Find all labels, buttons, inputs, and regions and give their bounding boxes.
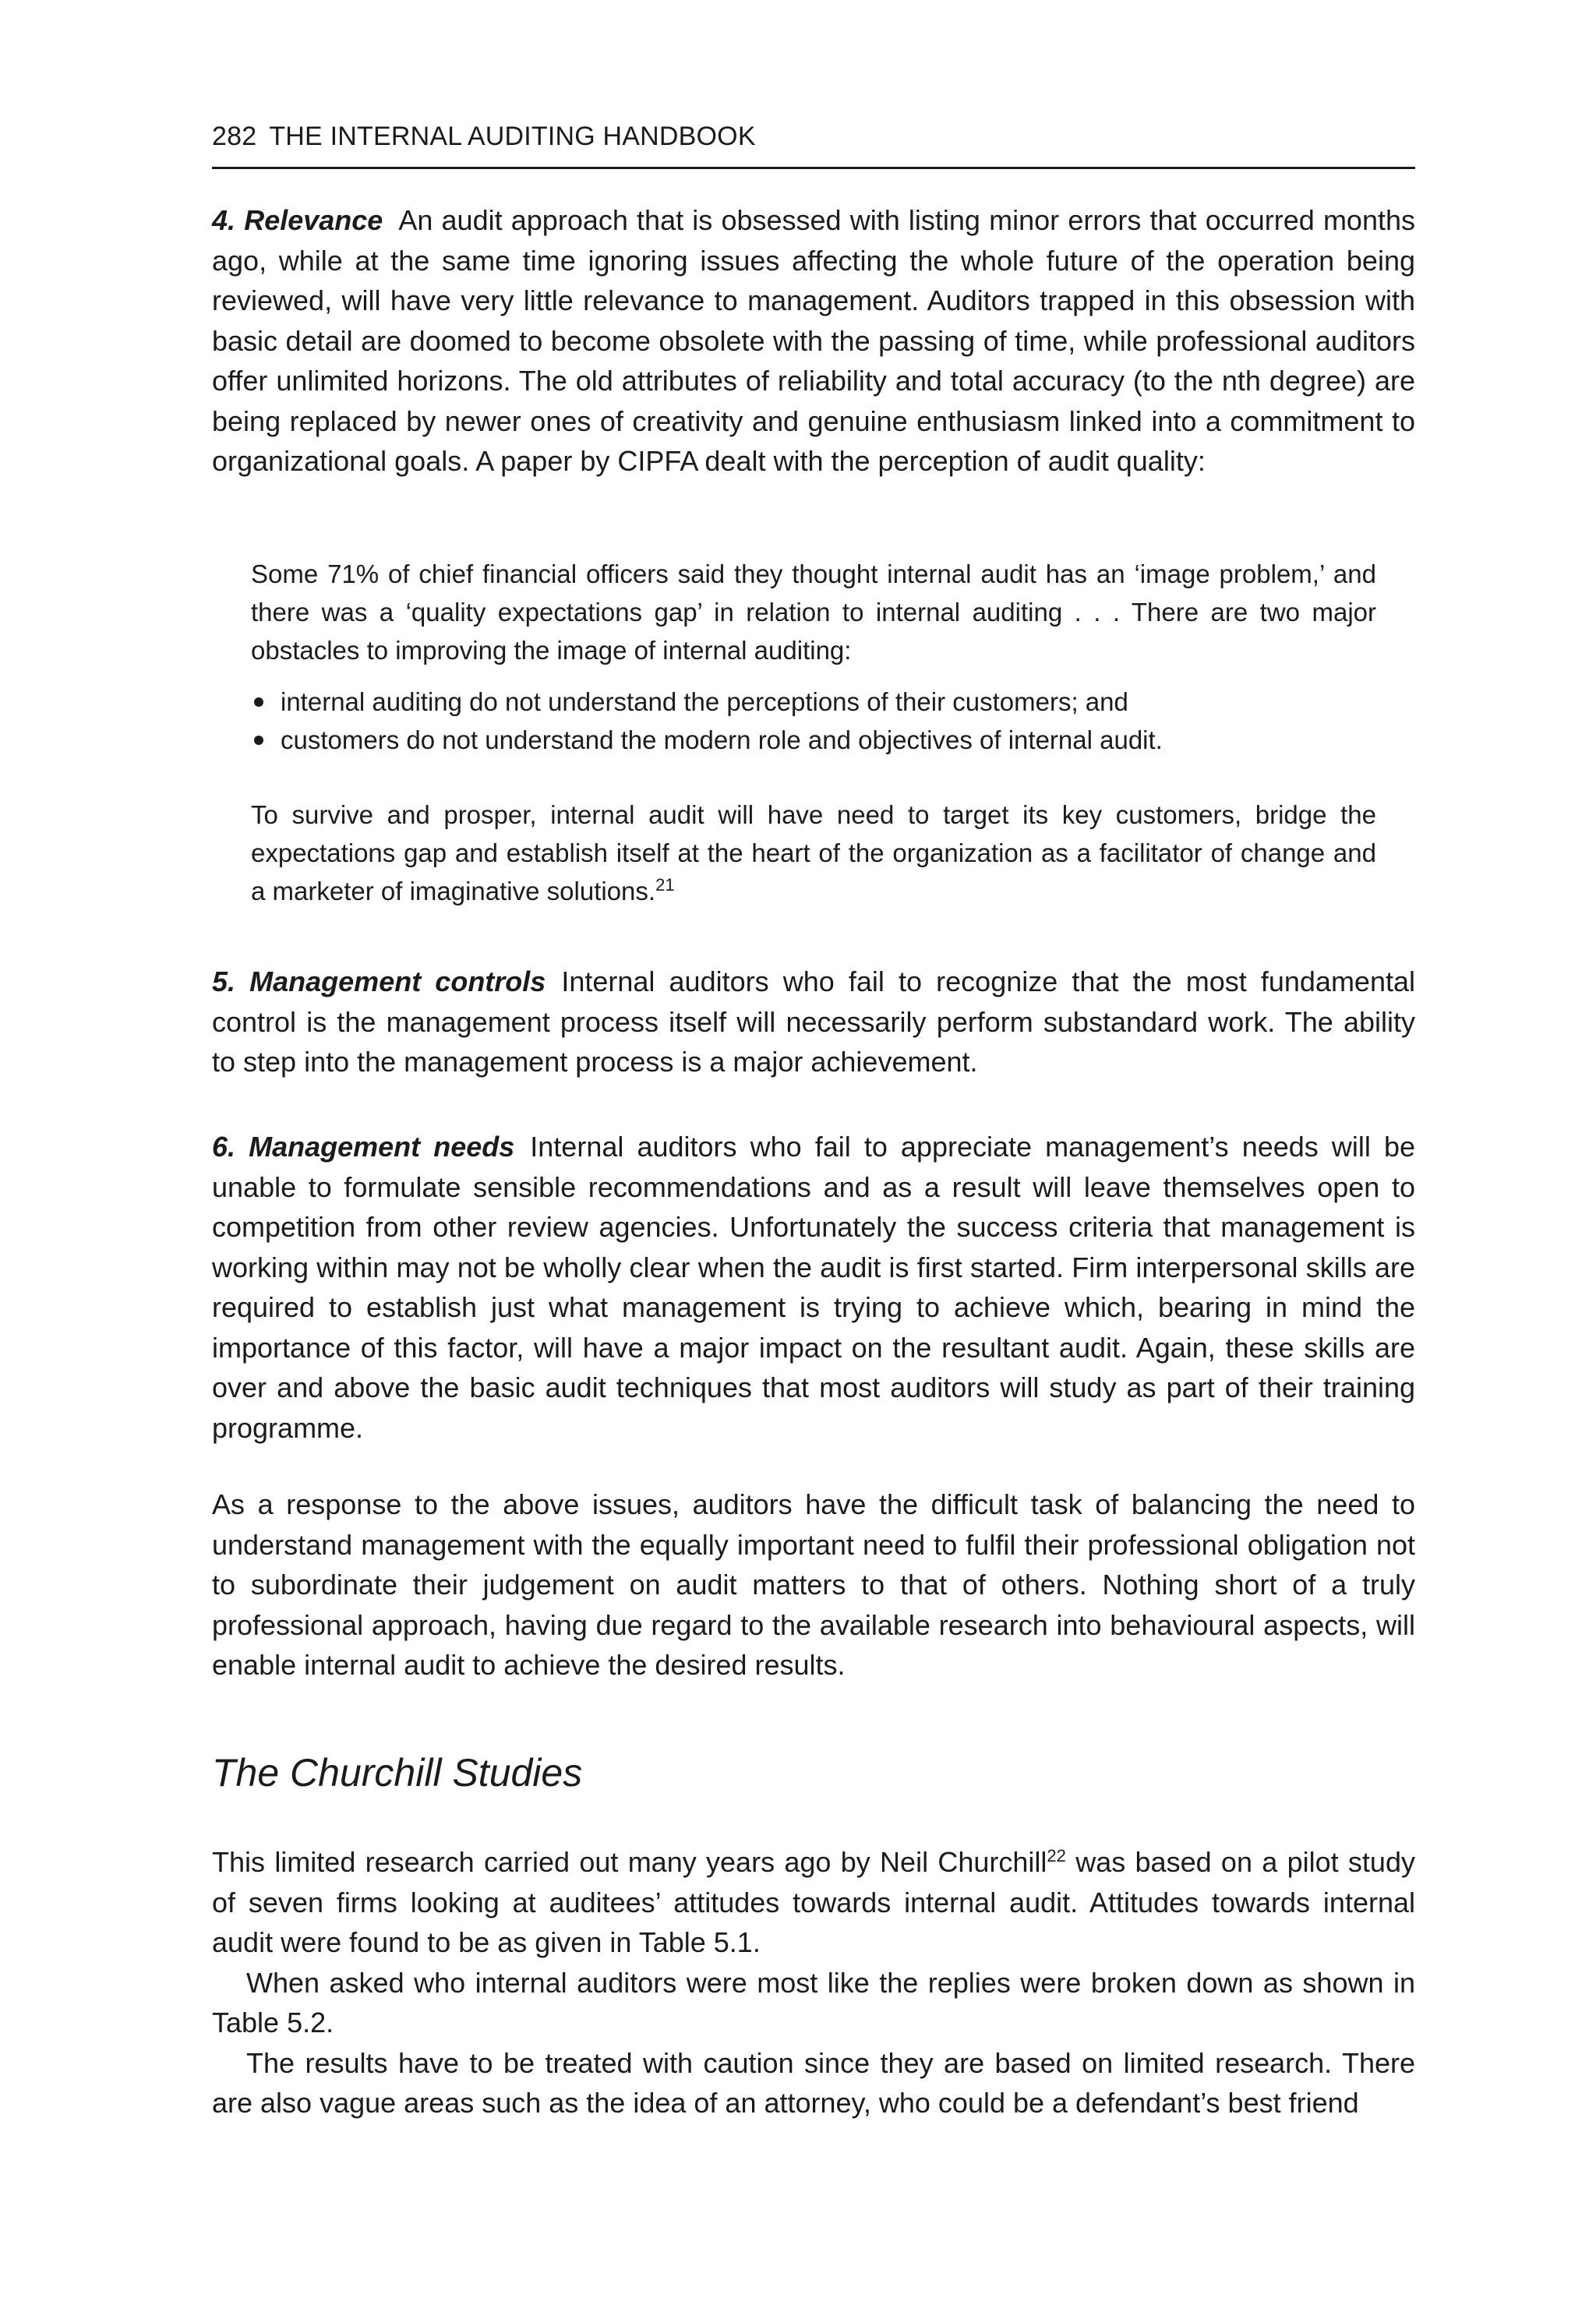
running-head bbox=[212, 122, 1415, 152]
churchill-section-body bbox=[212, 1842, 1415, 2123]
management-controls-text: Internal auditors who fail to recognize that the most fundamental control is the management process itself will necessarily perform substandard work. The ability to step into the management process is a major achievement. bbox=[212, 965, 1415, 1078]
quote-bullet-list bbox=[251, 683, 1376, 759]
list-item: internal auditing do not understand the perceptions of their customers; and bbox=[251, 683, 1376, 721]
quote-closing-text: To survive and prosper, internal audit will have need to target its key customers, bridge the expectations gap and establish itself at the heart of the organization as a facilitator of change and a marketer of imaginative solutions. bbox=[251, 800, 1376, 905]
churchill-paragraph-2: When asked who internal auditors were most like the replies were broken down as shown in Table 5.2. bbox=[212, 1966, 1415, 2038]
quote-intro: Some 71% of chief financial officers said they thought internal audit has an ‘image problem,’ and there was a ‘quality expectations gap’ in relation to internal auditing . . . There are two major obstacles to improving the image of internal auditing: bbox=[251, 559, 1376, 665]
management-needs-label: 6. Management needs bbox=[212, 1131, 515, 1163]
management-needs-text: Internal auditors who fail to appreciate management’s needs will be unable to formulate sensible recommendations and as a result will leave themselves open to competition from other review agencies. Unfortunately the success criteria that management is working within may not be wholly clear when the audit is first started. Firm interpersonal skills are required to establish just what management is trying to achieve which, bearing in mind the importance of this factor, will have a major impact on the resultant audit. Again, these skills are over and above the basic audit techniques that most auditors will study as part of their training programme. bbox=[212, 1131, 1415, 1444]
management-needs-paragraph bbox=[212, 1127, 1415, 1448]
quote-closing bbox=[251, 796, 1376, 910]
footnote-ref-22[interactable]: 22 bbox=[1047, 1846, 1066, 1865]
page-number: 282 bbox=[212, 122, 257, 151]
churchill-p1-start: This limited research carried out many years ago by Neil Churchill bbox=[212, 1846, 1047, 1878]
relevance-text: An audit approach that is obsessed with listing minor errors that occurred months ago, while at the same time ignoring issues affecting the whole future of the operation being reviewed, will have very little relevance to management. Auditors trapped in this obsession with basic detail are doomed to become obsolete with the passing of time, while professional auditors offer unlimited horizons. The old attributes of reliability and total accuracy (to the nth degree) are being replaced by newer ones of creativity and genuine enthusiasm linked into a commitment to organizational goals. A paper by CIPFA dealt with the perception of audit quality: bbox=[212, 204, 1416, 477]
section-title: The Churchill Studies bbox=[212, 1751, 583, 1795]
book-title: THE INTERNAL AUDITING HANDBOOK bbox=[269, 122, 756, 151]
management-controls-paragraph bbox=[212, 962, 1415, 1082]
relevance-paragraph bbox=[212, 200, 1415, 482]
list-item: customers do not understand the modern role and objectives of internal audit. bbox=[251, 721, 1376, 759]
relevance-label: 4. Relevance bbox=[212, 204, 383, 236]
footnote-ref-21[interactable]: 21 bbox=[655, 875, 675, 895]
churchill-paragraph-1 bbox=[212, 1842, 1415, 1963]
header-rule bbox=[212, 167, 1415, 169]
response-paragraph: As a response to the above issues, auditors have the difficult task of balancing the need to understand management with the equally important need to fulfil their professional obligation not to subordinate their judgement on audit matters to that of others. Nothing short of a truly professional approach, having due regard to the available research into behavioural aspects, will enable internal audit to achieve the desired results. bbox=[212, 1488, 1415, 1681]
management-controls-label: 5. Management controls bbox=[212, 965, 546, 997]
churchill-p1-end: was based on a pilot study of seven firms looking at auditees’ attitudes towards internal audit. Attitudes towards internal audit were found to be as given in Table 5.1. bbox=[212, 1846, 1415, 1958]
churchill-paragraph-3: The results have to be treated with caution since they are based on limited research. There are also vague areas such as the idea of an attorney, who could be a defendant’s best friend bbox=[212, 2046, 1415, 2119]
